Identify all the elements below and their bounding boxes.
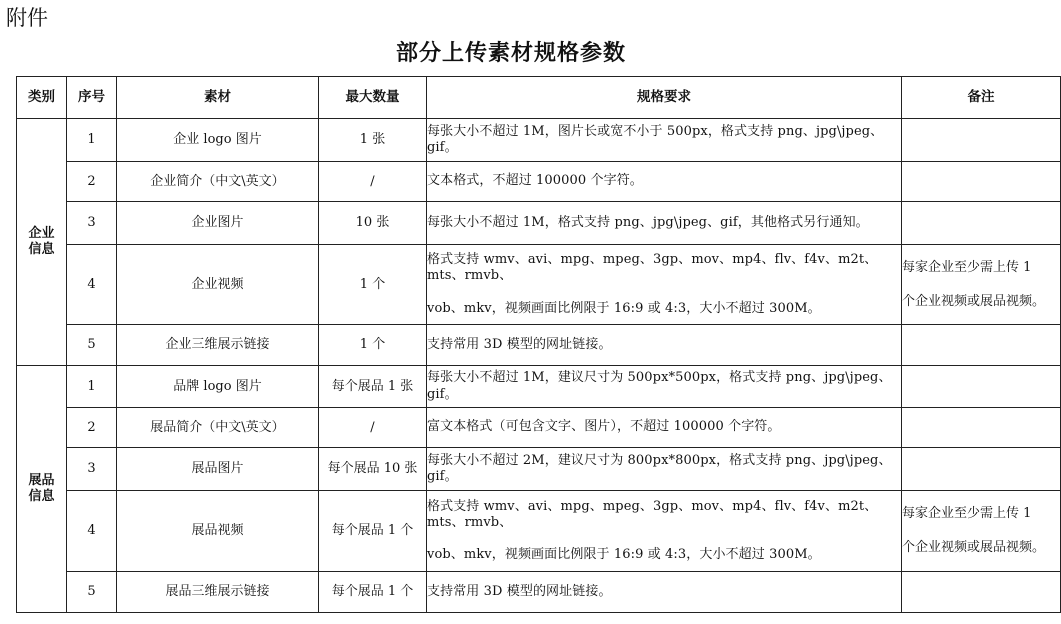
material-name: 企业简介（中文\英文）: [117, 162, 319, 202]
max-quantity: 每个展品 10 张: [319, 448, 427, 491]
spec-line: 格式支持 wmv、avi、mpg、mpeg、3gp、mov、mp4、flv、f4v、m2t、mts、rmvb、: [427, 498, 878, 530]
row-index: 4: [67, 491, 117, 572]
remark-cell: [902, 325, 1061, 366]
max-quantity: 1 个: [319, 245, 427, 325]
max-quantity: /: [319, 408, 427, 448]
spec-line: 格式支持 wmv、avi、mpg、mpeg、3gp、mov、mp4、flv、f4v、m2t、mts、rmvb、: [427, 252, 878, 284]
row-index: 1: [67, 366, 117, 408]
table-row: [17, 245, 1061, 325]
header-spec: 规格要求: [427, 77, 902, 119]
row-index: 3: [67, 202, 117, 245]
category-label: 企业: [28, 226, 55, 242]
remark-cell: [902, 491, 1061, 572]
spec-line: vob、mkv，视频画面比例限于 16:9 或 4:3，大小不超过 300M。: [427, 300, 821, 316]
remark-cell: [902, 448, 1061, 491]
spec-requirement: [427, 119, 902, 162]
spec-line: 每张大小不超过 1M，建议尺寸为 500px*500px，格式支持 png、jpg\jpeg、gif。: [427, 370, 892, 402]
table-row: [17, 448, 1061, 491]
line-spacer: [427, 285, 901, 301]
row-index: 2: [67, 162, 117, 202]
line-spacer: [902, 522, 1060, 540]
material-name: 展品图片: [117, 448, 319, 491]
material-name: 企业视频: [117, 245, 319, 325]
line-spacer: [902, 276, 1060, 294]
remark-cell: [902, 572, 1061, 613]
spec-line: 每张大小不超过 1M，图片长或宽不小于 500px，格式支持 png、jpg\jpeg、gif。: [427, 123, 884, 155]
spec-requirement: [427, 572, 902, 613]
spec-line: 支持常用 3D 模型的网址链接。: [427, 583, 612, 599]
spec-line: 支持常用 3D 模型的网址链接。: [427, 336, 612, 352]
spec-requirement: [427, 491, 902, 572]
header-material: 素材: [117, 77, 319, 119]
remark-line: 每家企业至少需上传 1: [902, 506, 1032, 522]
spec-line: 每张大小不超过 2M，建议尺寸为 800px*800px，格式支持 png、jpg\jpeg、gif。: [427, 452, 892, 484]
line-spacer: [427, 531, 901, 547]
max-quantity: 1 张: [319, 119, 427, 162]
row-index: 5: [67, 572, 117, 613]
max-quantity: 每个展品 1 个: [319, 491, 427, 572]
table-row: [17, 119, 1061, 162]
material-name: 企业 logo 图片: [117, 119, 319, 162]
remark-cell: [902, 245, 1061, 325]
header-max-qty: 最大数量: [319, 77, 427, 119]
max-quantity: 1 个: [319, 325, 427, 366]
category-cell: [17, 366, 67, 613]
attachment-label: 附件: [6, 6, 48, 30]
remark-cell: [902, 119, 1061, 162]
spec-requirement: [427, 408, 902, 448]
row-index: 4: [67, 245, 117, 325]
spec-line: 每张大小不超过 1M，格式支持 png、jpg\jpeg、gif，其他格式另行通知。: [427, 214, 869, 230]
document-title: 部分上传素材规格参数: [395, 41, 626, 66]
material-name: 企业三维展示链接: [117, 325, 319, 366]
max-quantity: 每个展品 1 张: [319, 366, 427, 408]
material-name: 展品视频: [117, 491, 319, 572]
spec-requirement: [427, 448, 902, 491]
material-name: 品牌 logo 图片: [117, 366, 319, 408]
spec-line: vob、mkv，视频画面比例限于 16:9 或 4:3，大小不超过 300M。: [427, 547, 821, 563]
table-row: [17, 491, 1061, 572]
remark-line: 个企业视频或展品视频。: [902, 293, 1046, 309]
table-header-row: [17, 77, 1061, 119]
row-index: 3: [67, 448, 117, 491]
row-index: 2: [67, 408, 117, 448]
max-quantity: 每个展品 1 个: [319, 572, 427, 613]
spec-line: 富文本格式（可包含文字、图片），不超过 100000 个字符。: [427, 419, 781, 435]
row-index: 1: [67, 119, 117, 162]
material-name: 展品三维展示链接: [117, 572, 319, 613]
table-row: [17, 408, 1061, 448]
max-quantity: /: [319, 162, 427, 202]
table-row: [17, 202, 1061, 245]
spec-requirement: [427, 325, 902, 366]
remark-cell: [902, 366, 1061, 408]
remark-line: 每家企业至少需上传 1: [902, 259, 1032, 275]
remark-cell: [902, 408, 1061, 448]
spec-requirement: [427, 366, 902, 408]
header-index: 序号: [67, 77, 117, 119]
category-label: 展品: [28, 473, 55, 489]
table-row: [17, 162, 1061, 202]
header-category: 类别: [17, 77, 67, 119]
spec-table: [16, 76, 1061, 613]
spec-line: 文本格式，不超过 100000 个字符。: [427, 173, 643, 189]
category-label: 信息: [28, 242, 55, 257]
category-label: 信息: [28, 489, 55, 504]
spec-requirement: [427, 245, 902, 325]
table-row: [17, 572, 1061, 613]
spec-requirement: [427, 202, 902, 245]
remark-line: 个企业视频或展品视频。: [902, 540, 1046, 555]
table-row: [17, 366, 1061, 408]
category-cell: [17, 119, 67, 366]
header-remark: 备注: [902, 77, 1061, 119]
row-index: 5: [67, 325, 117, 366]
remark-cell: [902, 162, 1061, 202]
table-row: [17, 325, 1061, 366]
material-name: 企业图片: [117, 202, 319, 245]
remark-cell: [902, 202, 1061, 245]
max-quantity: 10 张: [319, 202, 427, 245]
material-name: 展品简介（中文\英文）: [117, 408, 319, 448]
spec-requirement: [427, 162, 902, 202]
